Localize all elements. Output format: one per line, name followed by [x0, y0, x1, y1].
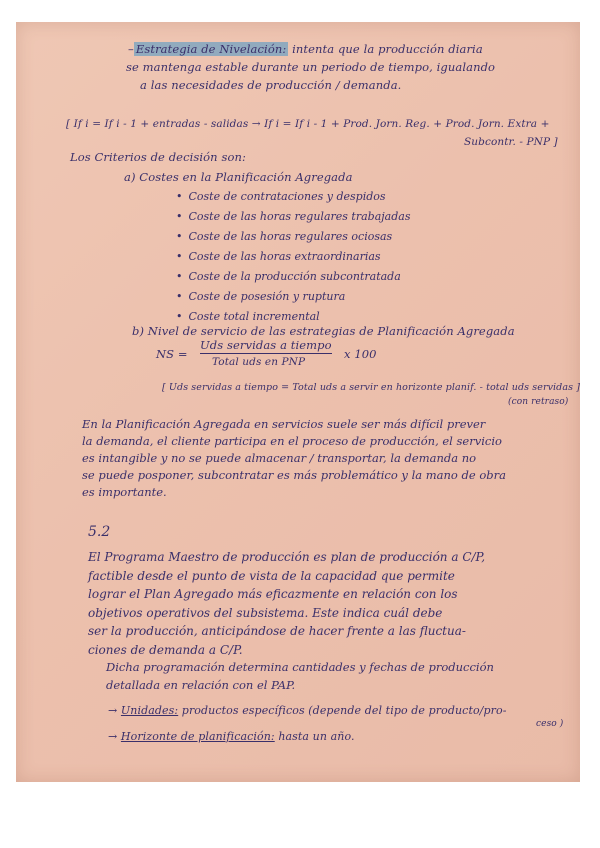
services-paragraph [82, 416, 582, 501]
horizon-line [108, 730, 355, 743]
paragraph-line: la demanda, el cliente participa en el proceso de producción, el servicio [82, 434, 502, 448]
cost-item: • Coste de las horas extraordinarias [176, 250, 410, 270]
ns-label: NS = [156, 347, 188, 361]
units-line [108, 704, 507, 717]
service-formula-line-1: [ Uds servidas a tiempo = Total uds a servir en horizonte planif. - total uds servidas ] [162, 382, 581, 393]
section-paragraph [88, 548, 578, 659]
units-continuation: ceso ) [536, 719, 564, 729]
ns-times: x 100 [344, 347, 377, 361]
paragraph-line: objetivos operativos del subsistema. Este indica cuál debe [88, 605, 443, 620]
strategy-line-2: se mantenga estable durante un periodo de tiempo, igualando [126, 60, 496, 74]
paragraph-line: detallada en relación con el PAP. [106, 678, 296, 692]
cost-item: • Coste de las horas regulares ociosas [176, 230, 410, 250]
paragraph-line: En la Planificación Agregada en servicios suele ser más difícil prever [82, 417, 486, 431]
inventory-formula-line-1: [ If i = If i - 1 + entradas - salidas → If i = If i - 1 + Prod. Jorn. Reg. + Prod. Jorn. Extra + [66, 118, 550, 130]
paragraph-line: se puede posponer, subcontratar es más problemático y la mano de obra [82, 468, 506, 482]
horizon-text: hasta un año. [274, 730, 355, 743]
inventory-formula-line-2: Subcontr. - PNP ] [464, 136, 558, 148]
arrow-icon: → [108, 704, 121, 717]
paragraph-line: El Programa Maestro de producción es plan de producción a C/P, [88, 550, 486, 564]
arrow-icon: → [108, 730, 121, 743]
section-number: 5.2 [88, 524, 111, 540]
units-text: productos específicos (depende del tipo de producto/pro- [178, 704, 507, 717]
strategy-line-3: a las necesidades de producción / demanda. [140, 78, 402, 92]
costs-heading [124, 170, 353, 184]
notebook-page [16, 22, 580, 782]
costs-heading-text: a) Costes en la Planificación Agregada [124, 170, 353, 184]
strategy-line1-rest: intenta que la producción diaria [288, 42, 483, 56]
strategy-highlight: Estrategia de Nivelación: [135, 42, 287, 56]
strategy-line-1: – Estrategia de Nivelación: intenta que la producción diaria [128, 42, 483, 56]
paragraph-line: ser la producción, anticipándose de hacer frente a las fluctua- [88, 624, 466, 638]
service-heading: b) Nivel de servicio de las estrategias de Planificación Agregada [132, 324, 515, 338]
cost-item: • Coste de las horas regulares trabajadas [176, 210, 410, 230]
horizon-label: Horizonte de planificación: [120, 730, 275, 743]
cost-item: • Coste de posesión y ruptura [176, 290, 410, 310]
paragraph-line: lograr el Plan Agregado más eficazmente en relación con los [88, 587, 458, 601]
criteria-intro: Los Criterios de decisión son: [70, 150, 246, 164]
ns-numerator: Uds servidas a tiempo [200, 338, 332, 352]
cost-item: • Coste de la producción subcontratada [176, 270, 410, 290]
paragraph-line: es intangible y no se puede almacenar / transportar, la demanda no [82, 451, 477, 465]
cost-item: • Coste de contrataciones y despidos [176, 190, 410, 210]
units-label: Unidades: [120, 704, 179, 717]
paragraph-line: es importante. [82, 485, 167, 499]
costs-list [176, 190, 410, 330]
ns-denominator: Total uds en PNP [212, 356, 306, 368]
cost-item: • Coste total incremental [176, 310, 410, 330]
paragraph-line: Dicha programación determina cantidades y fechas de producción [106, 660, 494, 674]
paragraph-line: ciones de demanda a C/P. [88, 642, 243, 657]
programming-paragraph [106, 658, 576, 694]
service-formula-line-2: (con retraso) [508, 397, 569, 407]
paragraph-line: factible desde el punto de vista de la capacidad que permite [88, 568, 455, 583]
